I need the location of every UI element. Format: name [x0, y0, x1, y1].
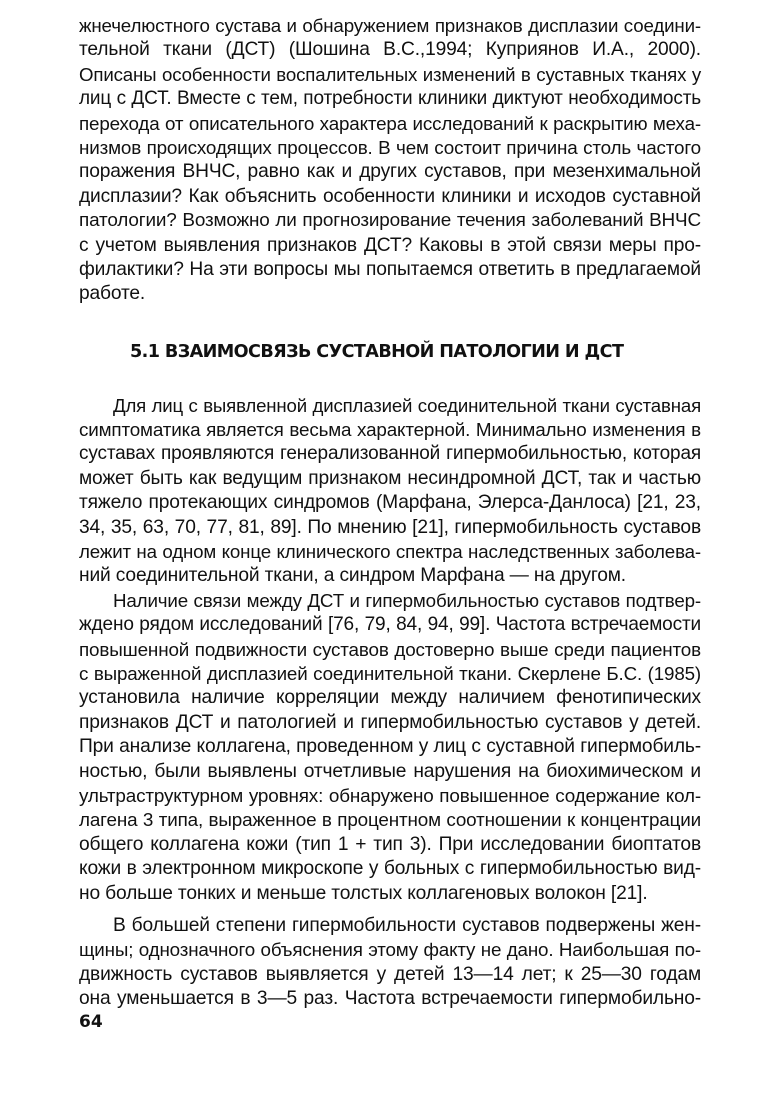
text-line: Наличие связи между ДСТ и гипермобильностью суставов подтвер- [113, 589, 701, 611]
text-line: перехода от описательного характера исследований к раскрытию меха- [79, 112, 701, 134]
text-line: тельной ткани (ДСТ) (Шошина В.С.,1994; Куприянов И.А., 2000). [79, 39, 701, 61]
text-line: может быть как ведущим признаком несиндромной ДСТ, так и частью [79, 467, 701, 489]
body-paragraph [79, 914, 701, 1012]
text-line: тяжело протекающих синдромов (Марфана, Элерса-Данлоса) [21, 23, [79, 492, 701, 514]
text-line: жнечелюстного сустава и обнаружением признаков дисплазии соедини- [79, 15, 701, 36]
text-line: работе. [79, 283, 146, 305]
text-line: В большей степени гипермобильности суставов подвержены жен- [113, 914, 701, 936]
text-line: низмов происходящих процессов. В чем состоит причина столь частого [79, 136, 701, 158]
text-line: лиц с ДСТ. Вместе с тем, потребности клиники диктуют необходимость [79, 88, 701, 110]
text-line: установила наличие корреляции между наличием фенотипических [79, 687, 701, 709]
text-line: суставах проявляются генерализованной гипермобильностью, которая [79, 443, 701, 465]
text-line: она уменьшается в 3—5 раз. Частота встречаемости гипермобильно- [79, 988, 701, 1010]
text-line: с учетом выявления признаков ДСТ? Каковы в этой связи меры про- [79, 234, 701, 256]
section-heading: 5.1 ВЗАИМОСВЯЗЬ СУСТАВНОЙ ПАТОЛОГИИ И ДСТ [130, 341, 624, 362]
text-line: 34, 35, 63, 70, 77, 81, 89]. По мнению [21], гипермобильность суставов [79, 516, 701, 538]
continuation-paragraph [79, 14, 701, 307]
text-line: но больше тонких и меньше толстых коллагеновых волокон [21]. [79, 882, 648, 904]
book-page [79, 14, 701, 1011]
text-line: лежит на одном конце клинического спектра наследственных заболева- [79, 541, 701, 563]
text-line: кожи в электронном микроскопе у больных с гипермобильностью вид- [79, 858, 701, 880]
text-line: ний соединительной ткани, а синдром Марфана — на другом. [79, 565, 626, 587]
text-line: поражения ВНЧС, равно как и других суставов, при мезенхимальной [79, 161, 701, 183]
text-line: патологии? Возможно ли прогнозирование течения заболеваний ВНЧС [79, 210, 701, 232]
page-number: 64 [79, 1012, 103, 1032]
text-line: При анализе коллагена, проведенном у лиц с суставной гипермобиль- [79, 736, 701, 758]
text-line: филактики? На эти вопросы мы попытаемся ответить в предлагаемой [79, 258, 701, 280]
text-line: ждено рядом исследований [76, 79, 84, 94, 99]. Частота встречаемости [79, 614, 701, 636]
body-paragraph [79, 394, 701, 589]
text-line: движность суставов выявляется у детей 13—14 лет; к 25—30 годам [79, 963, 701, 985]
body-paragraph [79, 589, 701, 906]
text-line: общего коллагена кожи (тип 1 + тип 3). При исследовании биоптатов [79, 833, 701, 855]
text-line: с выраженной дисплазией соединительной ткани. Скерлене Б.С. (1985) [79, 662, 701, 684]
text-line: Описаны особенности воспалительных изменений в суставных тканях у [79, 63, 701, 85]
text-line: симптоматика является весьма характерной. Минимально изменения в [79, 419, 701, 441]
text-line: повышенной подвижности суставов достоверно выше среди пациентов [79, 638, 701, 660]
text-line: лагена 3 типа, выраженное в процентном соотношении к концентрации [79, 809, 701, 831]
text-line: щины; однозначного объяснения этому факту не дано. Наибольшая по- [79, 939, 701, 961]
text-line: дисплазии? Как объяснить особенности клиники и исходов суставной [79, 185, 701, 207]
text-line: признаков ДСТ и патологией и гипермобильностью суставов у детей. [79, 711, 701, 733]
text-line: Для лиц с выявленной дисплазией соединительной ткани суставная [113, 394, 701, 416]
text-line: ультраструктурном уровнях: обнаружено повышенное содержание кол- [79, 784, 701, 806]
text-line: ностью, были выявлены отчетливые нарушения на биохимическом и [79, 760, 701, 782]
